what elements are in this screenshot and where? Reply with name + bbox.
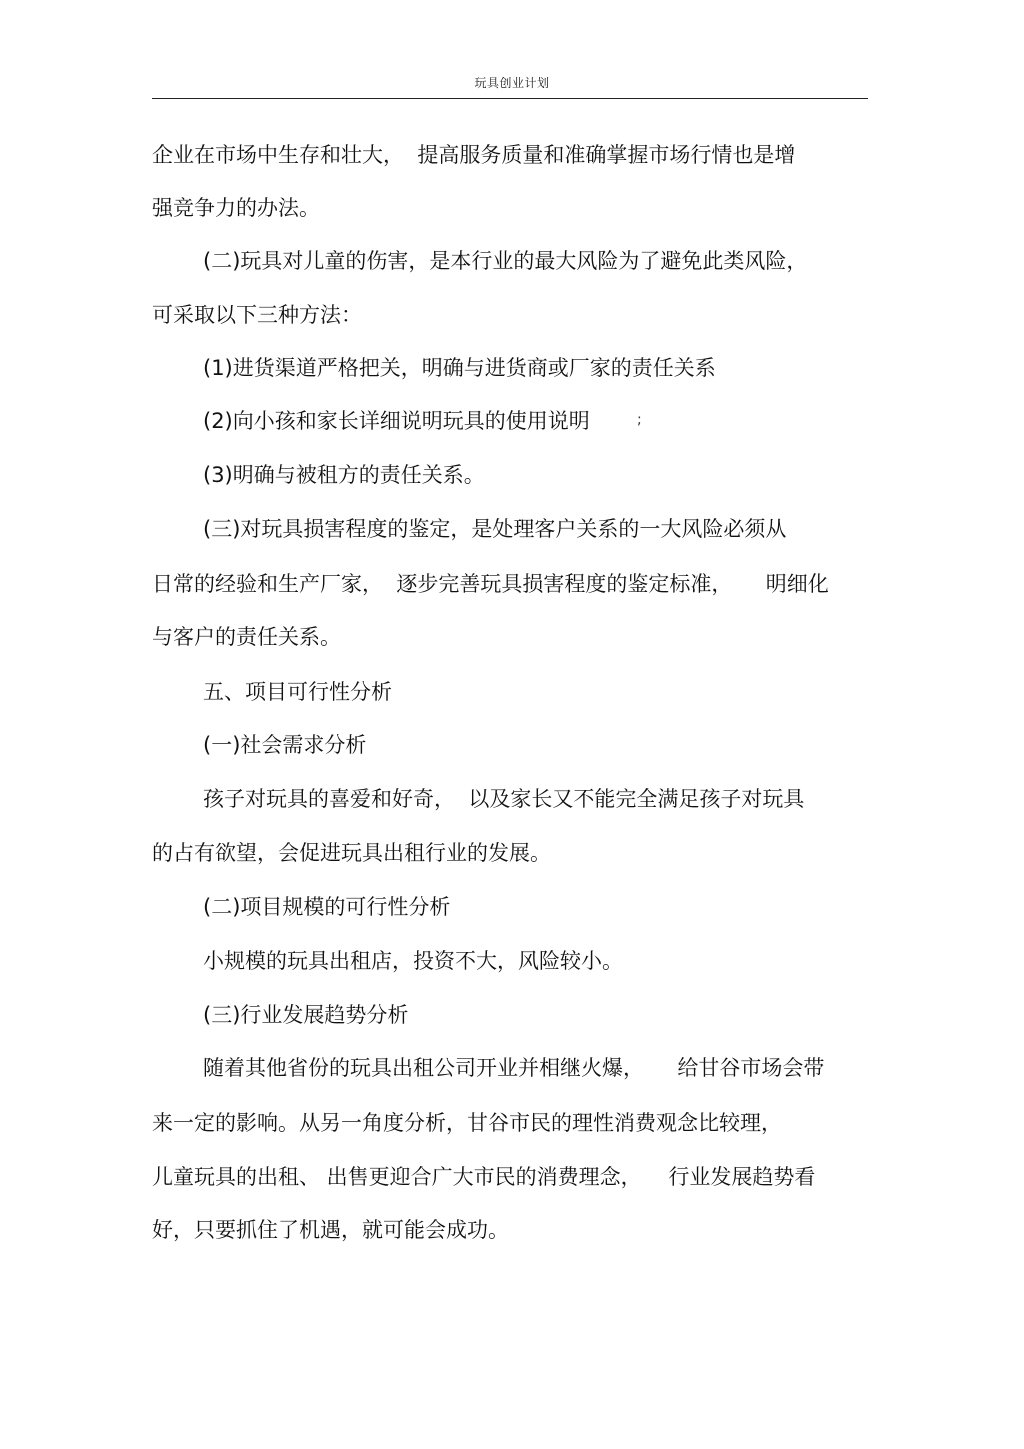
subsection-heading: (一)社会需求分析 (203, 733, 367, 757)
body-line: 儿童玩具的出租、 出售更迎合广大市民的消费理念， 行业发展趋势看 (152, 1165, 816, 1189)
body-line: 可采取以下三种方法： (152, 303, 362, 327)
body-line: (三)对玩具损害程度的鉴定，是处理客户关系的一大风险必须从 (203, 517, 787, 541)
body-line: (1)进货渠道严格把关，明确与进货商或厂家的责任关系 (203, 356, 716, 380)
body-line: 小规模的玩具出租店，投资不大，风险较小。 (203, 949, 623, 973)
body-line: 来一定的影响。从另一角度分析，甘谷市民的理性消费观念比较理， (152, 1111, 782, 1135)
subsection-heading: (三)行业发展趋势分析 (203, 1003, 409, 1027)
body-line: 好，只要抓住了机遇，就可能会成功。 (152, 1218, 509, 1242)
body-line: 随着其他省份的玩具出租公司开业并相继火爆， 给甘谷市场会带 (203, 1056, 825, 1080)
body-line: (2)向小孩和家长详细说明玩具的使用说明 (203, 409, 590, 433)
stray-semicolon: ; (637, 412, 642, 428)
header-divider (152, 98, 868, 99)
subsection-heading: (二)项目规模的可行性分析 (203, 895, 451, 919)
body-line: 企业在市场中生存和壮大， 提高服务质量和准确掌握市场行情也是增 (152, 143, 796, 167)
body-line: 与客户的责任关系。 (152, 625, 341, 649)
body-line: 的占有欲望，会促进玩具出租行业的发展。 (152, 841, 551, 865)
body-line: 日常的经验和生产厂家， 逐步完善玩具损害程度的鉴定标准， 明细化 (152, 572, 829, 596)
page-header-title: 玩具创业计划 (474, 76, 550, 90)
body-line: (3)明确与被租方的责任关系。 (203, 463, 485, 487)
body-line: (二)玩具对儿童的伤害，是本行业的最大风险为了避免此类风险， (203, 249, 808, 273)
section-heading: 五、项目可行性分析 (203, 680, 392, 704)
body-line: 强竞争力的办法。 (152, 196, 320, 220)
body-line: 孩子对玩具的喜爱和好奇， 以及家长又不能完全满足孩子对玩具 (203, 787, 805, 811)
